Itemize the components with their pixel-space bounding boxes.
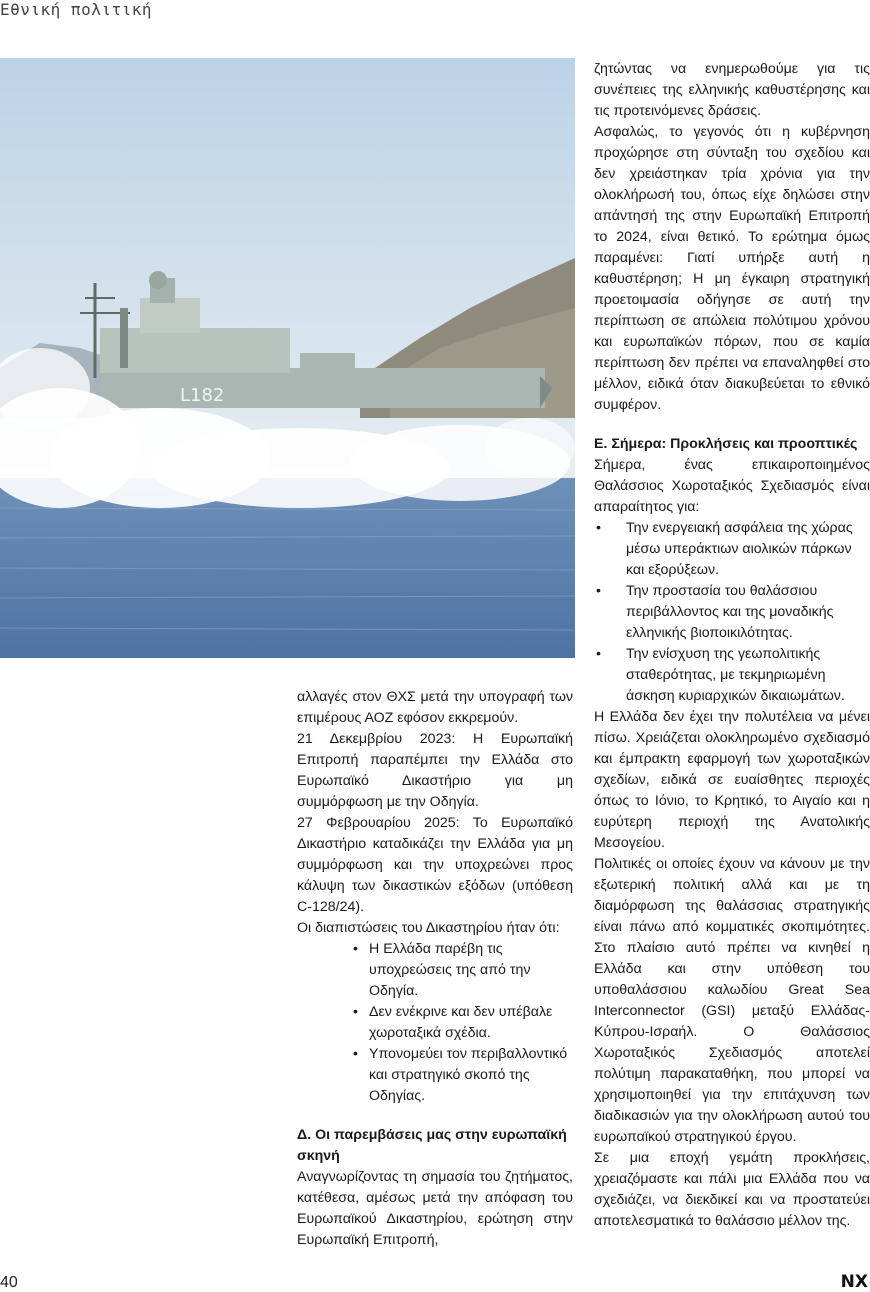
paragraph: 21 Δεκεμβρίου 2023: Η Ευρωπαϊκή Επιτροπή παραπέμπει την Ελλάδα στο Ευρωπαϊκό Δικαστήριο για μη συμμόρφωση με την Οδηγία. bbox=[297, 731, 573, 810]
bullet-icon: • bbox=[353, 941, 358, 957]
magazine-logo: NX bbox=[840, 1272, 868, 1292]
left-column bbox=[297, 687, 573, 1251]
paragraph: Σε μια εποχή γεμάτη προκλήσεις, χρειαζόμαστε και πάλι μια Ελλάδα που να σχεδιάζει, να διεκδικεί και να προστατεύει αποτελεσματικά το θαλάσσιο μέλλον της. bbox=[594, 1150, 870, 1229]
right-column bbox=[594, 59, 870, 1232]
paragraph: ζητώντας να ενημερωθούμε για τις συνέπειες της ελληνικής καθυστέρησης και τις προτεινόμενες δράσεις. bbox=[594, 61, 870, 119]
bullet-icon: • bbox=[596, 583, 601, 599]
list-item: • Υπονομεύει τον περιβαλλοντικό και στρατηγικό σκοπό της Οδηγίας. bbox=[353, 1046, 568, 1104]
paragraph: αλλαγές στον ΘΧΣ μετά την υπογραφή των επιμέρους ΑΟΖ εφόσον εκκρεμούν. bbox=[297, 689, 573, 726]
section-d-heading: Δ. Οι παρεμβάσεις μας στην ευρωπαϊκή σκηνή bbox=[297, 1127, 567, 1164]
paragraph: Σήμερα, ένας επικαιροποιημένος Θαλάσσιος Χωροταξικός Σχεδιασμός είναι απαραίτητος για: bbox=[594, 457, 870, 515]
hovercraft-photo bbox=[0, 58, 575, 658]
paragraph: Πολιτικές οι οποίες έχουν να κάνουν με την εξωτερική πολιτική αλλά και με τη διαμόρφωση της θαλάσσιας στρατηγικής είναι πάνω από κομματικές σκοπιμότητες. Στο πλαίσιο αυτό πρέπει να κινηθεί η Ελλάδα και στην υπόθεση του υποθαλάσσιου καλωδίου Great Sea Interconnector (GSI) μεταξύ Ελλάδας-Κύπρου-Ισραήλ. Ο Θαλάσσιος Χωροταξικός Σχεδιασμός αποτελεί πολύτιμη παρακαταθήκη, που μπορεί να χρησιμοποιηθεί για την επιτάχυνση των διαδικασιών για την ολοκλήρωση αυτού του ευρωπαϊκού στρατηγικού έργου. bbox=[594, 856, 870, 1145]
page-number: 40 bbox=[0, 1274, 18, 1291]
list-item: • Την ενεργειακή ασφάλεια της χώρας μέσω υπεράκτιων αιολικών πάρκων και εξορύξεων. bbox=[596, 520, 853, 578]
list-item: • Την προστασία του θαλάσσιου περιβάλλοντος και της μοναδικής ελληνικής βιοποικιλότητας. bbox=[596, 583, 834, 641]
hull-marking: L182 bbox=[180, 385, 225, 406]
paragraph: Αναγνωρίζοντας τη σημασία του ζητήματος, κατέθεσα, αμέσως μετά την απόφαση του Ευρωπαϊκού Δικαστηρίου, ερώτηση στην Ευρωπαϊκή Επιτροπή, bbox=[297, 1169, 573, 1248]
bullet-icon: • bbox=[353, 1004, 358, 1020]
paragraph: Η Ελλάδα δεν έχει την πολυτέλεια να μένει πίσω. Χρειάζεται ολοκληρωμένο σχεδιασμό και έμπρακτη εφαρμογή των χωροταξικών σχεδίων, ειδικά σε ευαίσθητες περιοχές όπως το Ιόνιο, το Κρητικό, το Αιγαίο και η ευρύτερη περιοχή της Ανατολικής Μεσογείου. bbox=[594, 709, 870, 851]
needs-list bbox=[594, 518, 870, 707]
section-e-heading: Ε. Σήμερα: Προκλήσεις και προοπτικές bbox=[594, 436, 858, 452]
section-header: Εθνική πολιτική bbox=[0, 0, 152, 19]
list-item: • Η Ελλάδα παρέβη τις υποχρεώσεις της από την Οδηγία. bbox=[353, 941, 531, 999]
bullet-icon: • bbox=[596, 520, 601, 536]
court-findings-list bbox=[297, 939, 573, 1107]
bullet-icon: • bbox=[596, 646, 601, 662]
paragraph: Ασφαλώς, το γεγονός ότι η κυβέρνηση προχώρησε στη σύνταξη του σχεδίου και δεν χρειάστηκαν τρία χρόνια για την ολοκλήρωσή του, όπως είχε δηλώσει στην απάντησή της στην Ευρωπαϊκή Επιτροπή το 2024, είναι θετικό. Το ερώτημα όμως παραμένει: Γιατί υπήρξε αυτή η καθυστέρηση; Η μη έγκαιρη στρατηγική προετοιμασία οδήγησε σε αυτή την περίπτωση σε απώλεια πολύτιμου χρόνου και ευρωπαϊκών πόρων, που σε καμία περίπτωση δεν πρέπει να επαναληφθεί στο μέλλον, ειδικά όταν διακυβεύεται το εθνικό συμφέρον. bbox=[594, 124, 870, 413]
paragraph: Οι διαπιστώσεις του Δικαστηρίου ήταν ότι: bbox=[297, 920, 560, 936]
list-item: • Την ενίσχυση της γεωπολιτικής σταθερότητας, με τεκμηριωμένη άσκηση κυριαρχικών δικαιωμάτων. bbox=[596, 646, 845, 704]
hovercraft-illustration bbox=[0, 58, 575, 658]
paragraph: 27 Φεβρουαρίου 2025: Το Ευρωπαϊκό Δικαστήριο καταδικάζει την Ελλάδα για μη συμμόρφωση και την υποχρεώνει προς κάλυψη των δικαστικών εξόδων (υπόθεση C-128/24). bbox=[297, 815, 573, 915]
bullet-icon: • bbox=[353, 1046, 358, 1062]
list-item: • Δεν ενέκρινε και δεν υπέβαλε χωροταξικά σχέδια. bbox=[353, 1004, 553, 1041]
